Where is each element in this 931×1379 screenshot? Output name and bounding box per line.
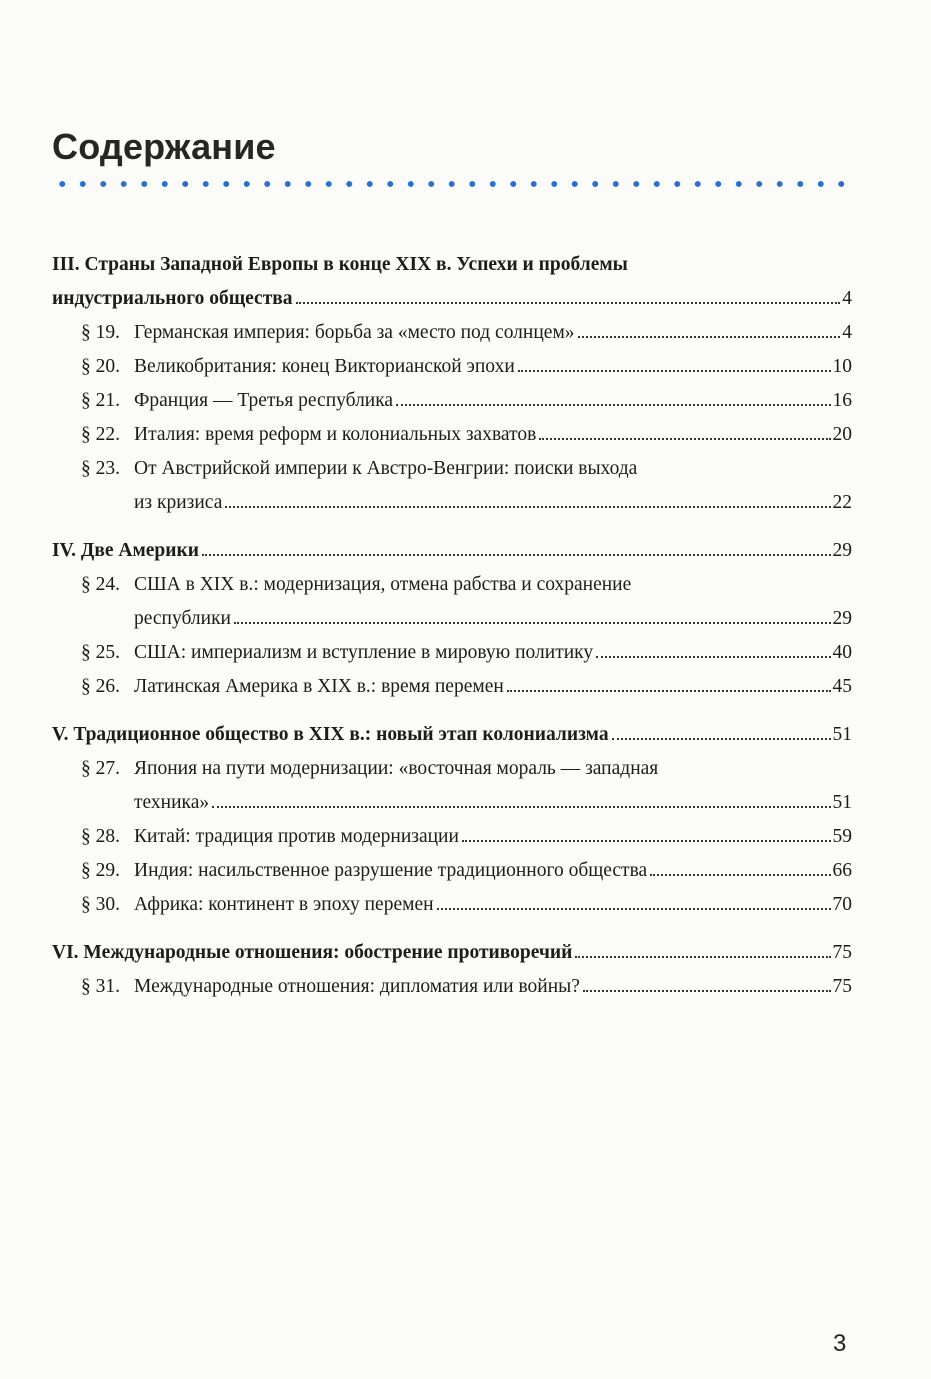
page-ref: 10 <box>832 356 852 377</box>
dot-leader <box>437 908 831 910</box>
toc-section <box>52 534 852 704</box>
toc-entry[interactable] <box>52 970 852 1004</box>
paragraph-number: § 26. <box>81 676 120 697</box>
toc-entry[interactable] <box>52 568 852 636</box>
entry-title-continued: республики <box>134 608 231 629</box>
paragraph-number: § 22. <box>81 424 120 445</box>
toc-entry[interactable] <box>52 636 852 670</box>
entry-title: Латинская Америка в XIX в.: время перемен <box>134 676 504 697</box>
paragraph-number: § 29. <box>81 860 120 881</box>
page-ref: 4 <box>842 288 852 309</box>
toc-section <box>52 718 852 922</box>
page-ref: 59 <box>832 826 852 847</box>
dot-leader <box>650 874 830 876</box>
dot-leader <box>296 302 841 304</box>
dot-leader <box>612 738 831 740</box>
toc-entry[interactable] <box>52 670 852 704</box>
page-ref: 16 <box>832 390 852 411</box>
paragraph-number: § 30. <box>81 894 120 915</box>
page-ref: 70 <box>832 894 852 915</box>
dot-leader <box>225 506 830 508</box>
dot-leader <box>396 404 830 406</box>
dot-leader <box>578 336 841 338</box>
toc-entry[interactable] <box>52 452 852 520</box>
toc-entry[interactable] <box>52 854 852 888</box>
entry-title: Франция — Третья республика <box>134 390 394 411</box>
page-ref: 51 <box>832 724 852 745</box>
page-ref: 4 <box>842 322 852 343</box>
toc-entry[interactable] <box>52 418 852 452</box>
dotted-divider <box>52 179 852 189</box>
page-ref: 66 <box>832 860 852 881</box>
page-ref: 22 <box>832 492 852 513</box>
page-ref: 29 <box>832 608 852 629</box>
section-title: VI. Международные отношения: обострение противоречий <box>52 942 573 963</box>
toc-section-heading[interactable] <box>52 718 852 752</box>
toc-entry[interactable] <box>52 752 852 820</box>
entry-title-continued: из кризиса <box>134 492 223 513</box>
page-ref: 45 <box>832 676 852 697</box>
toc-entry[interactable] <box>52 316 852 350</box>
paragraph-number: § 21. <box>81 390 120 411</box>
dot-leader <box>518 370 831 372</box>
dot-leader <box>202 554 831 556</box>
dot-leader <box>596 656 830 658</box>
section-title: V. Традиционное общество в XIX в.: новый этап колониализма <box>52 724 609 745</box>
paragraph-number: § 23. <box>81 458 120 479</box>
page-ref: 75 <box>832 942 852 963</box>
entry-title: Великобритания: конец Викторианской эпохи <box>134 356 515 377</box>
entry-title: США в XIX в.: модернизация, отмена рабства и сохранение <box>134 574 632 595</box>
section-title: IV. Две Америки <box>52 540 199 561</box>
dot-leader <box>539 438 830 440</box>
entry-title-continued: техника» <box>134 792 210 813</box>
toc-entry[interactable] <box>52 384 852 418</box>
dot-leader <box>234 622 831 624</box>
page-ref: 51 <box>832 792 852 813</box>
toc-section <box>52 936 852 1004</box>
toc-section-heading[interactable] <box>52 248 852 316</box>
page-title: Содержание <box>52 126 276 167</box>
toc-entry[interactable] <box>52 820 852 854</box>
entry-title: Япония на пути модернизации: «восточная мораль — западная <box>134 758 659 779</box>
page-ref: 29 <box>832 540 852 561</box>
paragraph-number: § 28. <box>81 826 120 847</box>
dot-leader <box>507 690 831 692</box>
dot-leader <box>583 990 831 992</box>
section-title: III. Страны Западной Европы в конце XIX в. Успехи и проблемы <box>52 254 628 275</box>
paragraph-number: § 27. <box>81 758 120 779</box>
paragraph-number: § 31. <box>81 976 120 997</box>
paragraph-number: § 19. <box>81 322 120 343</box>
section-title-continued: индустриального общества <box>52 288 293 309</box>
dot-leader <box>575 956 830 958</box>
toc-section <box>52 248 852 520</box>
entry-title: Китай: традиция против модернизации <box>134 826 459 847</box>
entry-title: Германская империя: борьба за «место под солнцем» <box>134 322 575 343</box>
dot-leader <box>212 806 830 808</box>
toc-section-heading[interactable] <box>52 534 852 568</box>
entry-title: Индия: насильственное разрушение традиционного общества <box>134 860 648 881</box>
dot-leader <box>462 840 831 842</box>
entry-title: США: империализм и вступление в мировую политику <box>134 642 594 663</box>
toc-entry[interactable] <box>52 350 852 384</box>
page-ref: 40 <box>832 642 852 663</box>
toc-entry[interactable] <box>52 888 852 922</box>
page-ref: 75 <box>832 976 852 997</box>
paragraph-number: § 24. <box>81 574 120 595</box>
entry-title: Италия: время реформ и колониальных захватов <box>134 424 537 445</box>
paragraph-number: § 20. <box>81 356 120 377</box>
page-number: 3 <box>833 1330 847 1357</box>
table-of-contents <box>52 248 852 1018</box>
toc-section-heading[interactable] <box>52 936 852 970</box>
paragraph-number: § 25. <box>81 642 120 663</box>
entry-title: Международные отношения: дипломатия или войны? <box>134 976 580 997</box>
page-ref: 20 <box>832 424 852 445</box>
entry-title: Африка: континент в эпоху перемен <box>134 894 434 915</box>
entry-title: От Австрийской империи к Австро-Венгрии: поиски выхода <box>134 458 638 479</box>
